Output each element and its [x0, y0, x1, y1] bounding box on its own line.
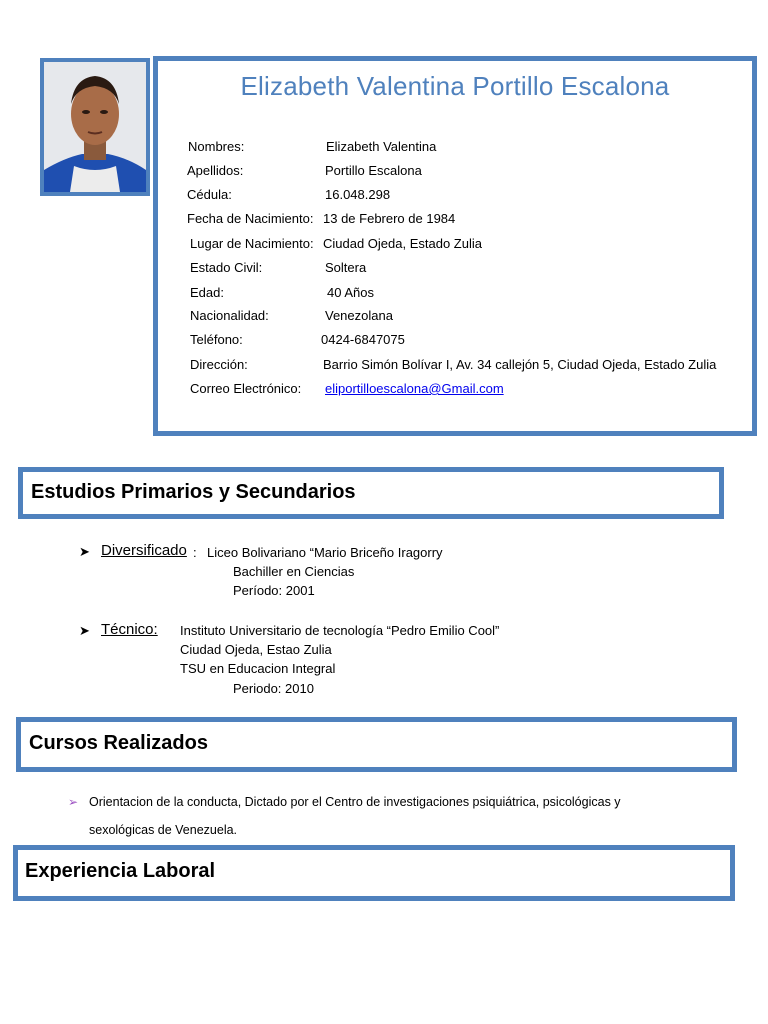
info-label: Edad: — [190, 285, 224, 300]
tecnico-degree: TSU en Educacion Integral — [180, 661, 336, 676]
course-item-line1: Orientacion de la conducta, Dictado por el Centro de investigaciones psiquiátrica, psicológicas y — [89, 795, 621, 809]
info-label: Teléfono: — [190, 332, 243, 347]
info-label: Dirección: — [190, 357, 248, 372]
tecnico-period: Periodo: 2010 — [233, 681, 314, 696]
info-value: 16.048.298 — [325, 187, 391, 202]
info-value: Portillo Escalona — [325, 163, 422, 178]
course-bullet-icon: ➢ — [68, 795, 79, 809]
info-label: Apellidos: — [187, 163, 244, 178]
arrow-bullet-icon: ➤ — [79, 623, 90, 638]
info-label: Cédula: — [187, 187, 232, 202]
info-label: Correo Electrónico: — [190, 381, 302, 396]
tecnico-location: Ciudad Ojeda, Estao Zulia — [180, 642, 332, 657]
info-value: 40 Años — [327, 285, 374, 300]
info-value: Venezolana — [325, 308, 393, 323]
info-value: Soltera — [325, 260, 367, 275]
info-label: Lugar de Nacimiento: — [190, 236, 314, 251]
info-label: Fecha de Nacimiento: — [187, 211, 314, 226]
info-value: Ciudad Ojeda, Estado Zulia — [323, 236, 482, 251]
arrow-bullet-icon: ➤ — [79, 544, 90, 559]
info-value: 13 de Febrero de 1984 — [323, 211, 456, 226]
tecnico-institution: Instituto Universitario de tecnología “Pedro Emilio Cool” — [180, 623, 500, 638]
info-label: Nombres: — [188, 139, 245, 154]
experience-section-title: Experiencia Laboral — [25, 860, 216, 882]
course-item-line2: sexológicas de Venezuela. — [89, 823, 238, 837]
courses-section-header — [16, 717, 737, 772]
full-name-title: Elizabeth Valentina Portillo Escalona — [240, 71, 670, 101]
info-value: 0424-6847075 — [321, 332, 405, 347]
education-section-header — [18, 467, 724, 519]
diversificado-institution: Liceo Bolivariano “Mario Briceño Iragorry — [207, 545, 443, 560]
courses-section-title: Cursos Realizados — [29, 732, 208, 754]
avatar-illustration — [44, 62, 146, 192]
experience-section-header — [13, 845, 735, 901]
profile-photo — [40, 58, 150, 196]
info-label: Nacionalidad: — [190, 308, 269, 323]
diversificado-colon: : — [193, 545, 197, 560]
tecnico-label: Técnico: — [101, 621, 158, 638]
diversificado-label: Diversificado — [101, 542, 187, 559]
info-label: Estado Civil: — [190, 260, 263, 275]
info-value: Barrio Simón Bolívar I, Av. 34 callejón 5, Ciudad Ojeda, Estado Zulia — [323, 357, 717, 372]
diversificado-period: Período: 2001 — [233, 583, 315, 598]
diversificado-degree: Bachiller en Ciencias — [233, 564, 355, 579]
info-value: Elizabeth Valentina — [326, 139, 437, 154]
email-link[interactable]: eliportilloescalona@Gmail.com — [325, 381, 504, 396]
education-section-title: Estudios Primarios y Secundarios — [31, 481, 356, 503]
